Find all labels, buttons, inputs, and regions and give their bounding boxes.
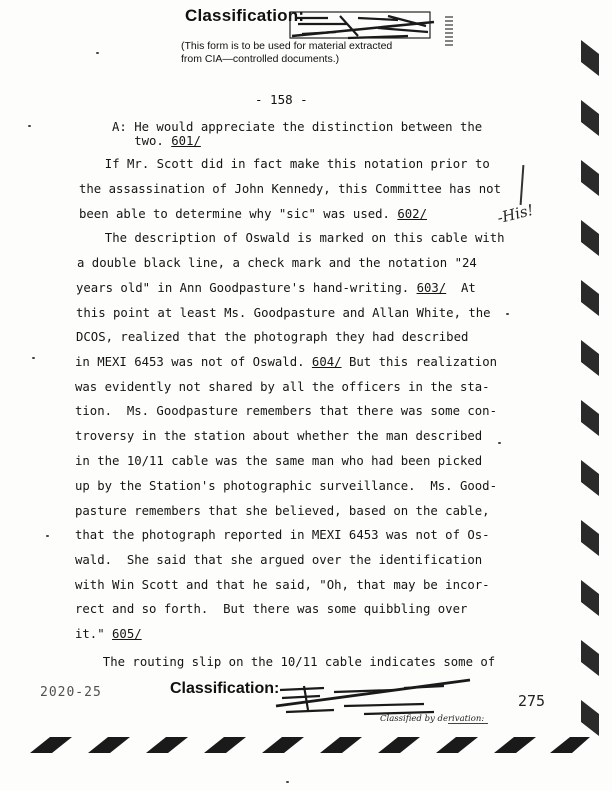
derived-classification-line	[448, 723, 488, 724]
body-line-10: DCOS, realized that the photograph they had described	[76, 330, 469, 344]
body-line-13: tion. Ms. Goodpasture remembers that there was some con-	[75, 404, 497, 418]
bates-number-right: 275	[518, 692, 546, 710]
header-classification-label: Classification:	[185, 6, 305, 25]
body-line-1: A: He would appreciate the distinction between the	[112, 120, 483, 134]
footnote-ref-604: 604/	[311, 355, 342, 369]
footnote-ref-602: 602/	[397, 207, 427, 221]
scan-speck	[46, 535, 49, 537]
body-line-3: If Mr. Scott did in fact make this notation prior to	[90, 157, 490, 171]
body-line-2: two. 601/	[112, 134, 201, 148]
body-line-6: The description of Oswald is marked on this cable with	[90, 231, 505, 245]
body-line-20: with Win Scott and that he said, "Oh, that may be incor-	[75, 578, 490, 592]
footnote-ref-603: 603/	[416, 281, 447, 295]
body-line-9: this point at least Ms. Goodpasture and Allan White, the	[76, 306, 491, 320]
footnote-ref-601: 601/	[171, 134, 201, 148]
scan-speck	[498, 442, 501, 444]
footer-classification-label: Classification:	[170, 680, 280, 697]
body-line-22: it." 605/	[75, 627, 142, 641]
body-line-7: a double black line, a check mark and the notation "24	[77, 256, 477, 270]
form-note-line-2: from CIA—controlled documents.)	[181, 53, 340, 65]
body-line-5: been able to determine why "sic" was used. 602/	[79, 207, 427, 221]
page-number: - 158 -	[255, 92, 308, 107]
scan-speck	[28, 125, 31, 127]
security-border-bottom	[30, 735, 590, 755]
handwritten-note: -His!	[495, 200, 536, 228]
margin-pen-mark	[520, 165, 525, 205]
body-line-4: the assassination of John Kennedy, this Committee has not	[79, 182, 501, 196]
body-line-12: was evidently not shared by all the officers in the sta-	[75, 380, 490, 394]
body-line-16: up by the Station's photographic surveillance. Ms. Good-	[75, 479, 497, 493]
body-line-21: rect and so forth. But there was some quibbling over	[75, 602, 468, 616]
body-line-8: years old" in Ann Goodpasture's hand-writing. 603/ At	[76, 281, 476, 295]
body-line-17: pasture remembers that she believed, based on the cable,	[75, 504, 490, 518]
form-note-line-1: (This form is to be used for material extracted	[181, 40, 393, 52]
body-line-18: that the photograph reported in MEXI 6453 was not of Os-	[75, 528, 490, 542]
body-line-23: The routing slip on the 10/11 cable indicates some of	[88, 655, 496, 669]
security-border-right	[575, 40, 605, 740]
bates-number-left: 2020-25	[40, 685, 102, 700]
body-line-19: wald. She said that she argued over the identification	[75, 553, 483, 567]
footnote-ref-605: 605/	[112, 627, 142, 641]
derived-classification-label: Classified by derivation:	[380, 714, 485, 724]
body-line-15: in the 10/11 cable was the same man who had been picked	[75, 454, 483, 468]
body-line-11: in MEXI 6453 was not of Oswald. 604/ But this realization	[75, 355, 498, 369]
scan-speck	[286, 781, 289, 783]
scan-speck	[32, 357, 35, 359]
body-line-14: troversy in the station about whether the man described	[75, 429, 483, 443]
scan-speck	[506, 313, 509, 315]
scan-speck	[96, 52, 99, 54]
header-form-note	[181, 40, 451, 66]
